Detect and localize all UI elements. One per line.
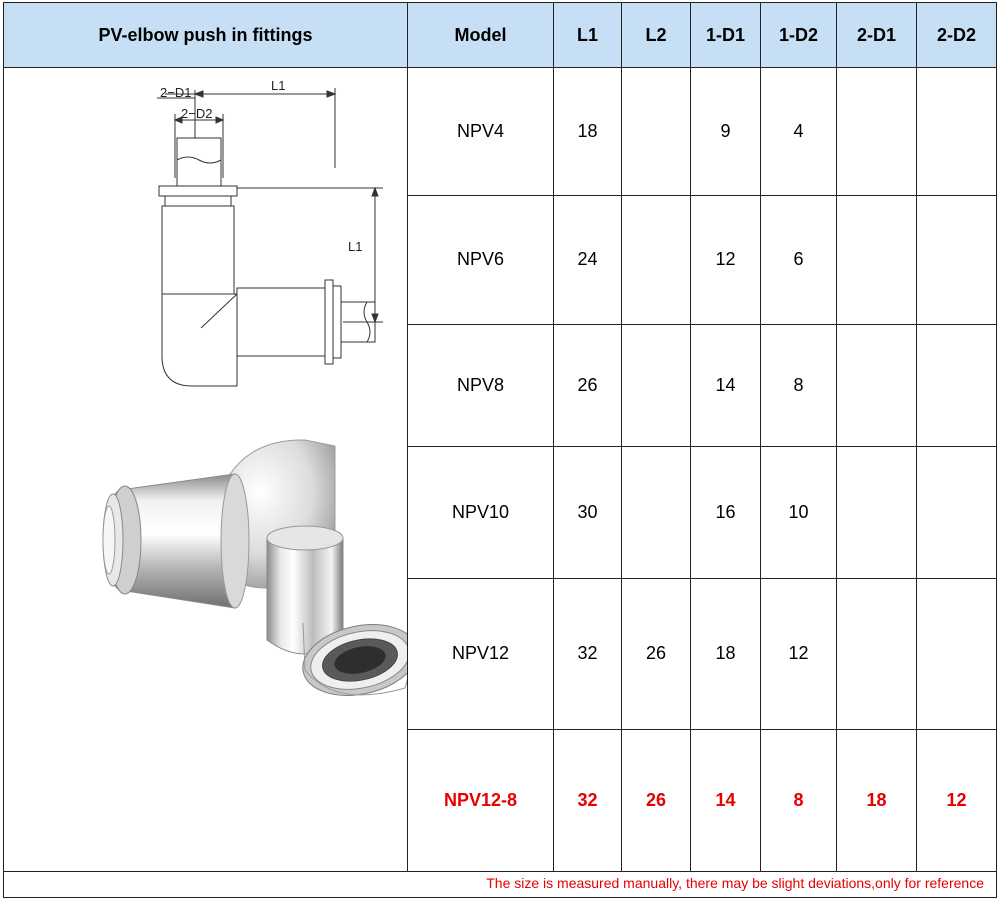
cell-1-d1: 14 xyxy=(691,729,761,871)
cell-model: NPV6 xyxy=(408,196,554,324)
cell-1-d1: 18 xyxy=(691,579,761,729)
cell-1-d2: 12 xyxy=(761,579,837,729)
cell-l2 xyxy=(622,446,691,578)
header-1-d2: 1-D2 xyxy=(761,3,837,68)
cell-1-d1: 16 xyxy=(691,446,761,578)
cell-l2 xyxy=(622,196,691,324)
header-2-d1: 2-D1 xyxy=(837,3,917,68)
cell-l2: 26 xyxy=(622,729,691,871)
dim-label-2d2: 2−D2 xyxy=(180,106,212,121)
cell-2-d1 xyxy=(837,579,917,729)
header-l2: L2 xyxy=(622,3,691,68)
cell-l1: 26 xyxy=(554,324,622,446)
measurement-note: The size is measured manually, there may be slight deviations,only for reference xyxy=(486,875,984,891)
cell-model: NPV10 xyxy=(408,446,554,578)
cell-l1: 30 xyxy=(554,446,622,578)
cell-2-d2 xyxy=(917,196,997,324)
note-cell xyxy=(4,872,997,898)
cell-1-d1: 14 xyxy=(691,324,761,446)
note-row xyxy=(4,872,997,898)
cell-l1: 32 xyxy=(554,729,622,871)
cell-1-d2: 8 xyxy=(761,729,837,871)
cell-model: NPV12 xyxy=(408,579,554,729)
cell-1-d2: 6 xyxy=(761,196,837,324)
cell-1-d1: 9 xyxy=(691,68,761,196)
cell-model: NPV4 xyxy=(408,68,554,196)
cell-l1: 32 xyxy=(554,579,622,729)
cell-2-d2: 12 xyxy=(917,729,997,871)
cell-l1: 24 xyxy=(554,196,622,324)
header-product-name: PV-elbow push in fittings xyxy=(4,3,408,68)
dim-label-2d1: 2−D1 xyxy=(159,85,191,100)
cell-l2: 26 xyxy=(622,579,691,729)
header-row xyxy=(4,3,997,68)
product-image-cell xyxy=(4,68,408,872)
cell-2-d2 xyxy=(917,579,997,729)
cell-1-d1: 12 xyxy=(691,196,761,324)
technical-drawing xyxy=(157,88,383,386)
header-1-d1: 1-D1 xyxy=(691,3,761,68)
cell-2-d1: 18 xyxy=(837,729,917,871)
cell-model: NPV8 xyxy=(408,324,554,446)
cell-2-d1 xyxy=(837,324,917,446)
cell-2-d2 xyxy=(917,446,997,578)
cell-2-d2 xyxy=(917,324,997,446)
cell-l2 xyxy=(622,324,691,446)
dim-label-l1-side: L1 xyxy=(347,239,362,254)
cell-model: NPV12-8 xyxy=(408,729,554,871)
cell-2-d1 xyxy=(837,196,917,324)
cell-2-d2 xyxy=(917,68,997,196)
header-model: Model xyxy=(408,3,554,68)
cell-2-d1 xyxy=(837,446,917,578)
header-2-d2: 2-D2 xyxy=(917,3,997,68)
dim-label-l1-top: L1 xyxy=(270,78,285,93)
spec-table xyxy=(3,2,997,898)
product-photo xyxy=(103,440,407,705)
cell-1-d2: 4 xyxy=(761,68,837,196)
header-l1: L1 xyxy=(554,3,622,68)
table-row xyxy=(4,68,997,196)
cell-2-d1 xyxy=(837,68,917,196)
product-illustration xyxy=(5,68,407,866)
cell-1-d2: 8 xyxy=(761,324,837,446)
cell-1-d2: 10 xyxy=(761,446,837,578)
cell-l1: 18 xyxy=(554,68,622,196)
cell-l2 xyxy=(622,68,691,196)
